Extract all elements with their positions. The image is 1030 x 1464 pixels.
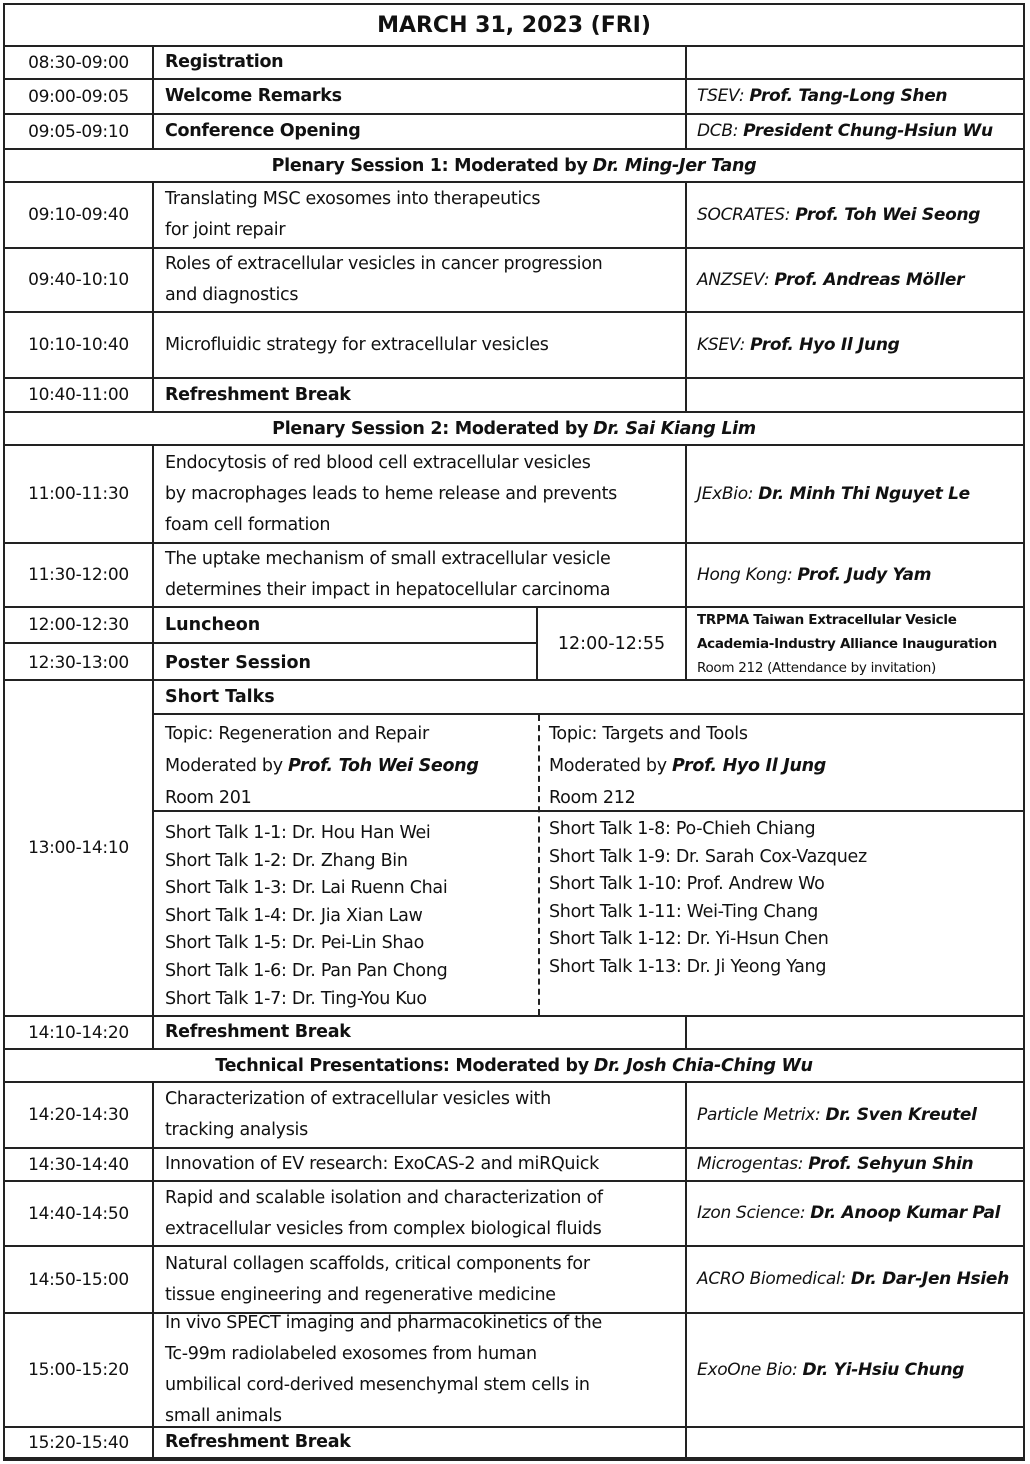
speaker-org: ANZSEV: [697, 269, 770, 290]
title-line: Rapid and scalable isolation and characterization of [165, 1187, 603, 1208]
short-talk-item: Short Talk 1-11: Wei-Ting Chang [549, 901, 819, 922]
speaker-org: DCB: [697, 121, 739, 141]
day-header [5, 5, 1023, 47]
side-time: 12:00-12:55 [538, 608, 687, 679]
short-talk-item: Short Talk 1-13: Dr. Ji Yeong Yang [549, 956, 827, 977]
talk-lists [154, 812, 1023, 1015]
time-slot: 15:20-15:40 [5, 1428, 154, 1457]
moderator-line [549, 750, 826, 782]
time-slot: 14:10-14:20 [5, 1017, 154, 1048]
lunch-subrow [5, 608, 538, 644]
short-talk-item: Short Talk 1-8: Po-Chieh Chiang [549, 819, 816, 839]
room-label: Room 201 [165, 788, 252, 808]
speaker-org: Izon Science: [697, 1203, 806, 1223]
speaker-line [697, 560, 1023, 591]
session-title [154, 1428, 687, 1457]
session-moderator: Dr. Ming-Jer Tang [592, 155, 757, 176]
speaker-line [697, 1355, 1023, 1386]
speaker-name: Prof. Andreas Möller [774, 269, 965, 290]
title-line: tissue engineering and regenerative medicine [165, 1284, 556, 1305]
speaker-org: JExBio: [697, 483, 754, 504]
time-slot: 13:00-14:10 [5, 681, 154, 1015]
short-talk-item: Short Talk 1-10: Prof. Andrew Wo [549, 874, 825, 895]
speaker-name: Dr. Yi-Hsiu Chung [802, 1359, 965, 1380]
moderator-name: Prof. Toh Wei Seong [288, 756, 479, 776]
time-slot: 10:10-10:40 [5, 313, 154, 377]
speaker-cell [687, 1247, 1023, 1312]
technical-session-header [5, 1050, 1023, 1083]
speaker-org: Hong Kong: [697, 564, 793, 585]
plenary-session-2-header [5, 413, 1023, 446]
moderator-name: Prof. Hyo Il Jung [672, 756, 826, 776]
time-slot: 12:30-13:00 [5, 644, 154, 681]
title-line: Poster Session [165, 652, 312, 673]
title-line: Conference Opening [165, 121, 361, 141]
session-title [154, 1182, 687, 1245]
speaker-line [697, 265, 1023, 296]
title-line: Luncheon [165, 615, 261, 635]
session-title [154, 544, 687, 606]
time-slot: 09:40-10:10 [5, 249, 154, 311]
time-slot: 09:05-09:10 [5, 115, 154, 148]
short-talk-item: Short Talk 1-2: Dr. Zhang Bin [165, 850, 408, 871]
row-registration [5, 47, 1023, 80]
title-line: umbilical cord-derived mesenchymal stem cells in [165, 1375, 590, 1395]
time-slot: 14:50-15:00 [5, 1247, 154, 1312]
time-slot: 14:40-14:50 [5, 1182, 154, 1245]
session-title [154, 1017, 687, 1048]
speaker-org: TSEV: [697, 86, 745, 106]
title-line: extracellular vesicles from complex biological fluids [165, 1218, 602, 1239]
short-talk-item: Short Talk 1-6: Dr. Pan Pan Chong [165, 960, 448, 981]
speaker-line [697, 1100, 1023, 1131]
speaker-name: Prof. Hyo Il Jung [750, 334, 900, 355]
topic-label: Topic: Targets and Tools [549, 724, 748, 744]
title-line: The uptake mechanism of small extracellular vesicle [165, 549, 611, 569]
plenary1-row [5, 183, 1023, 249]
plenary1-row [5, 379, 1023, 413]
title-line: determines their impact in hepatocellular carcinoma [165, 580, 611, 600]
time-slot: 11:00-11:30 [5, 446, 154, 542]
title-line: In vivo SPECT imaging and pharmacokinetics of the [165, 1313, 602, 1333]
speaker-line [697, 1264, 1023, 1295]
talks-left [154, 820, 447, 1013]
column-divider [538, 715, 540, 1015]
talks-right [538, 816, 867, 982]
speaker-cell [687, 80, 1023, 113]
date-title: MARCH 31, 2023 (FRI) [377, 12, 651, 38]
session-title [154, 249, 687, 311]
speaker-name: Prof. Judy Yam [797, 564, 932, 585]
moderator-line [165, 750, 479, 782]
title-line: Natural collagen scaffolds, critical components for [165, 1253, 590, 1274]
plenary-session-1-header [5, 150, 1023, 183]
time-slot: 14:20-14:30 [5, 1083, 154, 1147]
title-line: Tc-99m radiolabeled exosomes from human [165, 1344, 537, 1364]
session-title [154, 313, 687, 377]
speaker-line [697, 1198, 1023, 1229]
plenary1-row [5, 313, 1023, 379]
title-line: small animals [165, 1406, 282, 1426]
speaker-cell [687, 1149, 1023, 1180]
technical-row [5, 1182, 1023, 1247]
speaker-name: President Chung-Hsiun Wu [743, 121, 993, 141]
session-title [154, 379, 687, 411]
speaker-cell [687, 47, 1023, 78]
speaker-cell [687, 379, 1023, 411]
technical-row [5, 1247, 1023, 1314]
session-title [154, 1083, 687, 1147]
moderated-label: Moderated by [549, 756, 673, 776]
plenary1-row [5, 249, 1023, 313]
session-moderator: Dr. Sai Kiang Lim [593, 418, 756, 439]
time-slot: 08:30-09:00 [5, 47, 154, 78]
session-title [154, 115, 687, 148]
speaker-cell [687, 1083, 1023, 1147]
title-line: and diagnostics [165, 285, 299, 305]
speaker-name: Prof. Sehyun Shin [808, 1154, 974, 1174]
title-line: Roles of extracellular vesicles in cancer progression [165, 254, 603, 274]
session-title [154, 1314, 687, 1426]
row-opening [5, 115, 1023, 150]
short-talk-item: Short Talk 1-9: Dr. Sarah Cox-Vazquez [549, 846, 867, 867]
speaker-cell [687, 249, 1023, 311]
short-talk-item: Short Talk 1-7: Dr. Ting-You Kuo [165, 988, 427, 1009]
schedule-table [3, 3, 1025, 1461]
technical-row [5, 1149, 1023, 1182]
speaker-cell [687, 115, 1023, 148]
technical-row [5, 1314, 1023, 1428]
speaker-name: Dr. Sven Kreutel [825, 1104, 977, 1125]
plenary2-row [5, 544, 1023, 608]
topic-left [154, 718, 479, 814]
session-label: Plenary Session 2: Moderated by [272, 418, 589, 439]
room-label: Room 212 [549, 788, 636, 808]
short-talk-item: Short Talk 1-1: Dr. Hou Han Wei [165, 823, 431, 843]
session-title [154, 446, 687, 542]
title-line: Refreshment Break [165, 1432, 351, 1452]
time-slot: 15:00-15:20 [5, 1314, 154, 1426]
title-line: Welcome Remarks [165, 86, 342, 106]
topic-label: Topic: Regeneration and Repair [165, 724, 429, 744]
time-slot: 12:00-12:30 [5, 608, 154, 642]
technical-row [5, 1083, 1023, 1149]
speaker-cell [687, 446, 1023, 542]
plenary2-row [5, 446, 1023, 544]
short-talk-item: Short Talk 1-12: Dr. Yi-Hsun Chen [549, 929, 829, 950]
title-line: Refreshment Break [165, 1022, 351, 1042]
speaker-cell [687, 313, 1023, 377]
short-talk-item: Short Talk 1-3: Dr. Lai Ruenn Chai [165, 878, 448, 899]
lunch-block [5, 608, 1023, 681]
side-event-line: Room 212 (Attendance by invitation) [697, 659, 937, 676]
session-title [154, 644, 538, 681]
session-title [154, 608, 538, 642]
session-title [154, 80, 687, 113]
row-break-2 [5, 1017, 1023, 1050]
time-slot: 11:30-12:00 [5, 544, 154, 606]
topic-right [538, 718, 826, 814]
time-slot: 10:40-11:00 [5, 379, 154, 411]
title-line: tracking analysis [165, 1120, 308, 1140]
title-line: Characterization of extracellular vesicles with [165, 1089, 551, 1109]
side-event [687, 608, 1023, 679]
short-talks-header: Short Talks [154, 681, 1023, 715]
title-line: Innovation of EV research: ExoCAS-2 and miRQuick [165, 1154, 599, 1174]
speaker-line [697, 116, 1023, 147]
speaker-cell [687, 1182, 1023, 1245]
technical-row [5, 1428, 1023, 1459]
title-line: Endocytosis of red blood cell extracellular vesicles [165, 452, 591, 473]
time-slot: 14:30-14:40 [5, 1149, 154, 1180]
speaker-org: Microgentas: [697, 1154, 804, 1174]
speaker-line [697, 330, 1023, 361]
speaker-org: KSEV: [697, 334, 746, 355]
title-line: Microfluidic strategy for extracellular vesicles [165, 334, 549, 355]
title-line: for joint repair [165, 220, 286, 240]
speaker-line [697, 479, 1023, 510]
session-title [154, 47, 687, 78]
title-line: foam cell formation [165, 514, 331, 535]
session-label: Plenary Session 1: Moderated by [271, 155, 588, 176]
lunch-subrow [5, 644, 538, 681]
speaker-org: Particle Metrix: [697, 1104, 821, 1125]
session-title [154, 1247, 687, 1312]
speaker-org: ACRO Biomedical: [697, 1269, 846, 1289]
topic-info-row [154, 715, 1023, 812]
title-line: Refreshment Break [165, 384, 351, 405]
short-talks-block [5, 681, 1023, 1017]
session-title [154, 1149, 687, 1180]
speaker-org: ExoOne Bio: [697, 1359, 798, 1380]
speaker-cell [687, 1428, 1023, 1457]
speaker-name: Dr. Dar-Jen Hsieh [850, 1269, 1009, 1289]
speaker-cell [687, 183, 1023, 247]
session-label: Technical Presentations: Moderated by [215, 1055, 589, 1076]
side-event-line: TRPMA Taiwan Extracellular Vesicle [697, 611, 957, 628]
speaker-cell [687, 1314, 1023, 1426]
speaker-cell [687, 544, 1023, 606]
session-title [154, 183, 687, 247]
title-line: Registration [165, 52, 284, 72]
speaker-line [697, 1149, 1023, 1180]
short-talk-item: Short Talk 1-4: Dr. Jia Xian Law [165, 905, 423, 926]
speaker-name: Prof. Tang-Long Shen [749, 86, 948, 106]
speaker-name: Prof. Toh Wei Seong [795, 204, 981, 225]
speaker-name: Dr. Minh Thi Nguyet Le [758, 483, 970, 504]
speaker-cell [687, 1017, 1023, 1048]
time-slot: 09:00-09:05 [5, 80, 154, 113]
short-talk-item: Short Talk 1-5: Dr. Pei-Lin Shao [165, 933, 425, 954]
speaker-org: SOCRATES: [697, 204, 791, 225]
title-line: by macrophages leads to heme release and prevents [165, 483, 617, 504]
time-slot: 09:10-09:40 [5, 183, 154, 247]
session-moderator: Dr. Josh Chia-Ching Wu [593, 1055, 813, 1076]
title-line: Translating MSC exosomes into therapeutics [165, 189, 541, 209]
speaker-name: Dr. Anoop Kumar Pal [810, 1203, 1001, 1223]
speaker-line [697, 81, 1023, 112]
row-welcome [5, 80, 1023, 115]
side-event-line: Academia-Industry Alliance Inauguration [697, 635, 997, 652]
moderated-label: Moderated by [165, 756, 289, 776]
speaker-line [697, 200, 1023, 231]
